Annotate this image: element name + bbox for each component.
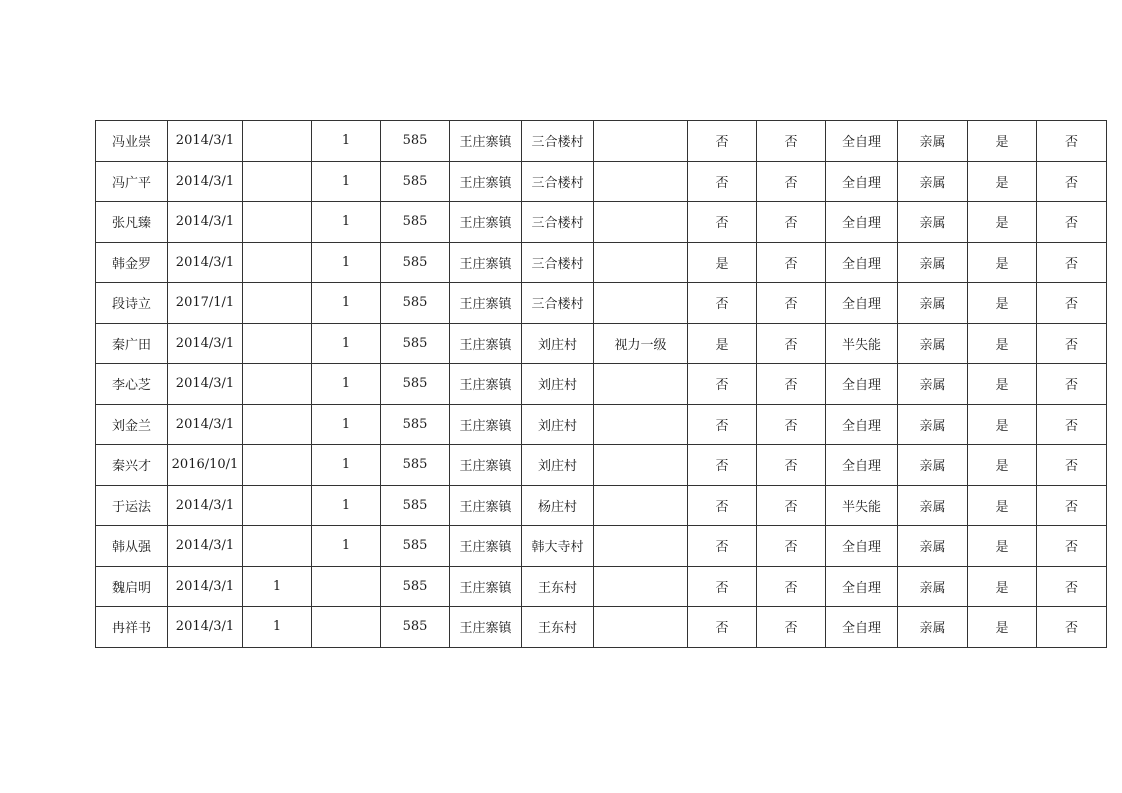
town-cell: 王庄寨镇 (450, 323, 522, 364)
col3-cell (243, 445, 312, 486)
caregiver-cell: 亲属 (898, 283, 968, 324)
village-cell: 刘庄村 (522, 404, 594, 445)
col14-cell: 否 (1037, 242, 1107, 283)
table-row (96, 283, 1107, 324)
col4-cell: 1 (312, 526, 381, 567)
table-row (96, 445, 1107, 486)
village-cell: 刘庄村 (522, 445, 594, 486)
self-care-cell: 全自理 (826, 161, 898, 202)
amount-cell: 585 (381, 242, 450, 283)
col13-cell: 是 (968, 283, 1037, 324)
disability-cell (594, 485, 688, 526)
town-cell: 王庄寨镇 (450, 445, 522, 486)
col10-cell: 否 (757, 404, 826, 445)
name-cell: 冯业崇 (96, 121, 168, 162)
col13-cell: 是 (968, 445, 1037, 486)
col10-cell: 否 (757, 485, 826, 526)
caregiver-cell: 亲属 (898, 242, 968, 283)
col4-cell: 1 (312, 242, 381, 283)
col13-cell: 是 (968, 404, 1037, 445)
town-cell: 王庄寨镇 (450, 242, 522, 283)
col9-cell: 否 (688, 607, 757, 648)
caregiver-cell: 亲属 (898, 607, 968, 648)
town-cell: 王庄寨镇 (450, 364, 522, 405)
table-row (96, 121, 1107, 162)
col10-cell: 否 (757, 323, 826, 364)
amount-cell: 585 (381, 445, 450, 486)
col10-cell: 否 (757, 242, 826, 283)
col14-cell: 否 (1037, 202, 1107, 243)
col14-cell: 否 (1037, 121, 1107, 162)
self-care-cell: 全自理 (826, 242, 898, 283)
amount-cell: 585 (381, 607, 450, 648)
col3-cell (243, 242, 312, 283)
disability-cell (594, 566, 688, 607)
table-row (96, 566, 1107, 607)
caregiver-cell: 亲属 (898, 404, 968, 445)
village-cell: 刘庄村 (522, 364, 594, 405)
town-cell: 王庄寨镇 (450, 121, 522, 162)
self-care-cell: 全自理 (826, 404, 898, 445)
table-row (96, 526, 1107, 567)
self-care-cell: 全自理 (826, 566, 898, 607)
col9-cell: 否 (688, 283, 757, 324)
col13-cell: 是 (968, 485, 1037, 526)
date-cell: 2016/10/1 (168, 445, 243, 486)
col4-cell: 1 (312, 283, 381, 324)
col3-cell: 1 (243, 607, 312, 648)
col10-cell: 否 (757, 526, 826, 567)
col10-cell: 否 (757, 607, 826, 648)
col9-cell: 否 (688, 485, 757, 526)
table-body (96, 121, 1107, 648)
col4-cell (312, 607, 381, 648)
caregiver-cell: 亲属 (898, 445, 968, 486)
col9-cell: 是 (688, 323, 757, 364)
amount-cell: 585 (381, 364, 450, 405)
table-row (96, 485, 1107, 526)
name-cell: 于运法 (96, 485, 168, 526)
col13-cell: 是 (968, 242, 1037, 283)
date-cell: 2014/3/1 (168, 121, 243, 162)
date-cell: 2014/3/1 (168, 323, 243, 364)
date-cell: 2014/3/1 (168, 566, 243, 607)
town-cell: 王庄寨镇 (450, 161, 522, 202)
disability-cell (594, 283, 688, 324)
village-cell: 刘庄村 (522, 323, 594, 364)
village-cell: 韩大寺村 (522, 526, 594, 567)
col9-cell: 否 (688, 566, 757, 607)
col14-cell: 否 (1037, 445, 1107, 486)
col4-cell: 1 (312, 121, 381, 162)
table-row (96, 364, 1107, 405)
col4-cell: 1 (312, 445, 381, 486)
col4-cell: 1 (312, 404, 381, 445)
date-cell: 2014/3/1 (168, 364, 243, 405)
col14-cell: 否 (1037, 364, 1107, 405)
col10-cell: 否 (757, 445, 826, 486)
col4-cell (312, 566, 381, 607)
caregiver-cell: 亲属 (898, 364, 968, 405)
date-cell: 2014/3/1 (168, 607, 243, 648)
col4-cell: 1 (312, 485, 381, 526)
name-cell: 魏启明 (96, 566, 168, 607)
col4-cell: 1 (312, 364, 381, 405)
caregiver-cell: 亲属 (898, 161, 968, 202)
amount-cell: 585 (381, 121, 450, 162)
col9-cell: 否 (688, 404, 757, 445)
name-cell: 段诗立 (96, 283, 168, 324)
self-care-cell: 全自理 (826, 607, 898, 648)
disability-cell (594, 526, 688, 567)
table-row (96, 202, 1107, 243)
disability-cell (594, 121, 688, 162)
self-care-cell: 半失能 (826, 485, 898, 526)
table-row (96, 323, 1107, 364)
village-cell: 三合楼村 (522, 121, 594, 162)
col9-cell: 否 (688, 526, 757, 567)
name-cell: 张凡臻 (96, 202, 168, 243)
name-cell: 冯广平 (96, 161, 168, 202)
town-cell: 王庄寨镇 (450, 202, 522, 243)
col10-cell: 否 (757, 161, 826, 202)
date-cell: 2014/3/1 (168, 202, 243, 243)
col14-cell: 否 (1037, 607, 1107, 648)
caregiver-cell: 亲属 (898, 121, 968, 162)
col10-cell: 否 (757, 364, 826, 405)
village-cell: 三合楼村 (522, 202, 594, 243)
self-care-cell: 全自理 (826, 202, 898, 243)
date-cell: 2017/1/1 (168, 283, 243, 324)
village-cell: 三合楼村 (522, 283, 594, 324)
caregiver-cell: 亲属 (898, 323, 968, 364)
col14-cell: 否 (1037, 485, 1107, 526)
col13-cell: 是 (968, 161, 1037, 202)
date-cell: 2014/3/1 (168, 161, 243, 202)
amount-cell: 585 (381, 161, 450, 202)
self-care-cell: 全自理 (826, 364, 898, 405)
disability-cell (594, 202, 688, 243)
col4-cell: 1 (312, 323, 381, 364)
col3-cell (243, 485, 312, 526)
town-cell: 王庄寨镇 (450, 404, 522, 445)
village-cell: 杨庄村 (522, 485, 594, 526)
amount-cell: 585 (381, 526, 450, 567)
date-cell: 2014/3/1 (168, 485, 243, 526)
disability-cell (594, 364, 688, 405)
data-table (95, 120, 1107, 648)
disability-cell (594, 242, 688, 283)
col14-cell: 否 (1037, 404, 1107, 445)
col9-cell: 否 (688, 445, 757, 486)
col13-cell: 是 (968, 566, 1037, 607)
name-cell: 秦兴才 (96, 445, 168, 486)
caregiver-cell: 亲属 (898, 526, 968, 567)
col10-cell: 否 (757, 202, 826, 243)
col14-cell: 否 (1037, 161, 1107, 202)
col9-cell: 否 (688, 161, 757, 202)
col9-cell: 否 (688, 364, 757, 405)
col3-cell (243, 161, 312, 202)
amount-cell: 585 (381, 404, 450, 445)
col3-cell (243, 526, 312, 567)
disability-cell: 视力一级 (594, 323, 688, 364)
name-cell: 冉祥书 (96, 607, 168, 648)
col14-cell: 否 (1037, 566, 1107, 607)
col10-cell: 否 (757, 283, 826, 324)
col3-cell (243, 323, 312, 364)
caregiver-cell: 亲属 (898, 485, 968, 526)
col14-cell: 否 (1037, 323, 1107, 364)
disability-cell (594, 161, 688, 202)
col13-cell: 是 (968, 364, 1037, 405)
col13-cell: 是 (968, 202, 1037, 243)
col14-cell: 否 (1037, 526, 1107, 567)
disability-cell (594, 445, 688, 486)
col9-cell: 否 (688, 202, 757, 243)
self-care-cell: 半失能 (826, 323, 898, 364)
col4-cell: 1 (312, 161, 381, 202)
self-care-cell: 全自理 (826, 121, 898, 162)
col3-cell (243, 404, 312, 445)
table-row (96, 161, 1107, 202)
village-cell: 三合楼村 (522, 242, 594, 283)
town-cell: 王庄寨镇 (450, 283, 522, 324)
disability-cell (594, 607, 688, 648)
disability-cell (594, 404, 688, 445)
caregiver-cell: 亲属 (898, 202, 968, 243)
col3-cell (243, 283, 312, 324)
village-cell: 王东村 (522, 566, 594, 607)
amount-cell: 585 (381, 566, 450, 607)
date-cell: 2014/3/1 (168, 526, 243, 567)
self-care-cell: 全自理 (826, 445, 898, 486)
amount-cell: 585 (381, 485, 450, 526)
col13-cell: 是 (968, 607, 1037, 648)
amount-cell: 585 (381, 202, 450, 243)
amount-cell: 585 (381, 323, 450, 364)
self-care-cell: 全自理 (826, 526, 898, 567)
table-row (96, 242, 1107, 283)
table-row (96, 404, 1107, 445)
caregiver-cell: 亲属 (898, 566, 968, 607)
name-cell: 李心芝 (96, 364, 168, 405)
col14-cell: 否 (1037, 283, 1107, 324)
col9-cell: 是 (688, 242, 757, 283)
col10-cell: 否 (757, 566, 826, 607)
col3-cell: 1 (243, 566, 312, 607)
col13-cell: 是 (968, 121, 1037, 162)
town-cell: 王庄寨镇 (450, 485, 522, 526)
village-cell: 王东村 (522, 607, 594, 648)
date-cell: 2014/3/1 (168, 404, 243, 445)
col9-cell: 否 (688, 121, 757, 162)
town-cell: 王庄寨镇 (450, 566, 522, 607)
col3-cell (243, 202, 312, 243)
name-cell: 刘金兰 (96, 404, 168, 445)
name-cell: 韩从强 (96, 526, 168, 567)
town-cell: 王庄寨镇 (450, 526, 522, 567)
amount-cell: 585 (381, 283, 450, 324)
name-cell: 秦广田 (96, 323, 168, 364)
col13-cell: 是 (968, 323, 1037, 364)
date-cell: 2014/3/1 (168, 242, 243, 283)
col3-cell (243, 364, 312, 405)
col3-cell (243, 121, 312, 162)
town-cell: 王庄寨镇 (450, 607, 522, 648)
col10-cell: 否 (757, 121, 826, 162)
name-cell: 韩金罗 (96, 242, 168, 283)
col13-cell: 是 (968, 526, 1037, 567)
self-care-cell: 全自理 (826, 283, 898, 324)
table-row (96, 607, 1107, 648)
village-cell: 三合楼村 (522, 161, 594, 202)
col4-cell: 1 (312, 202, 381, 243)
